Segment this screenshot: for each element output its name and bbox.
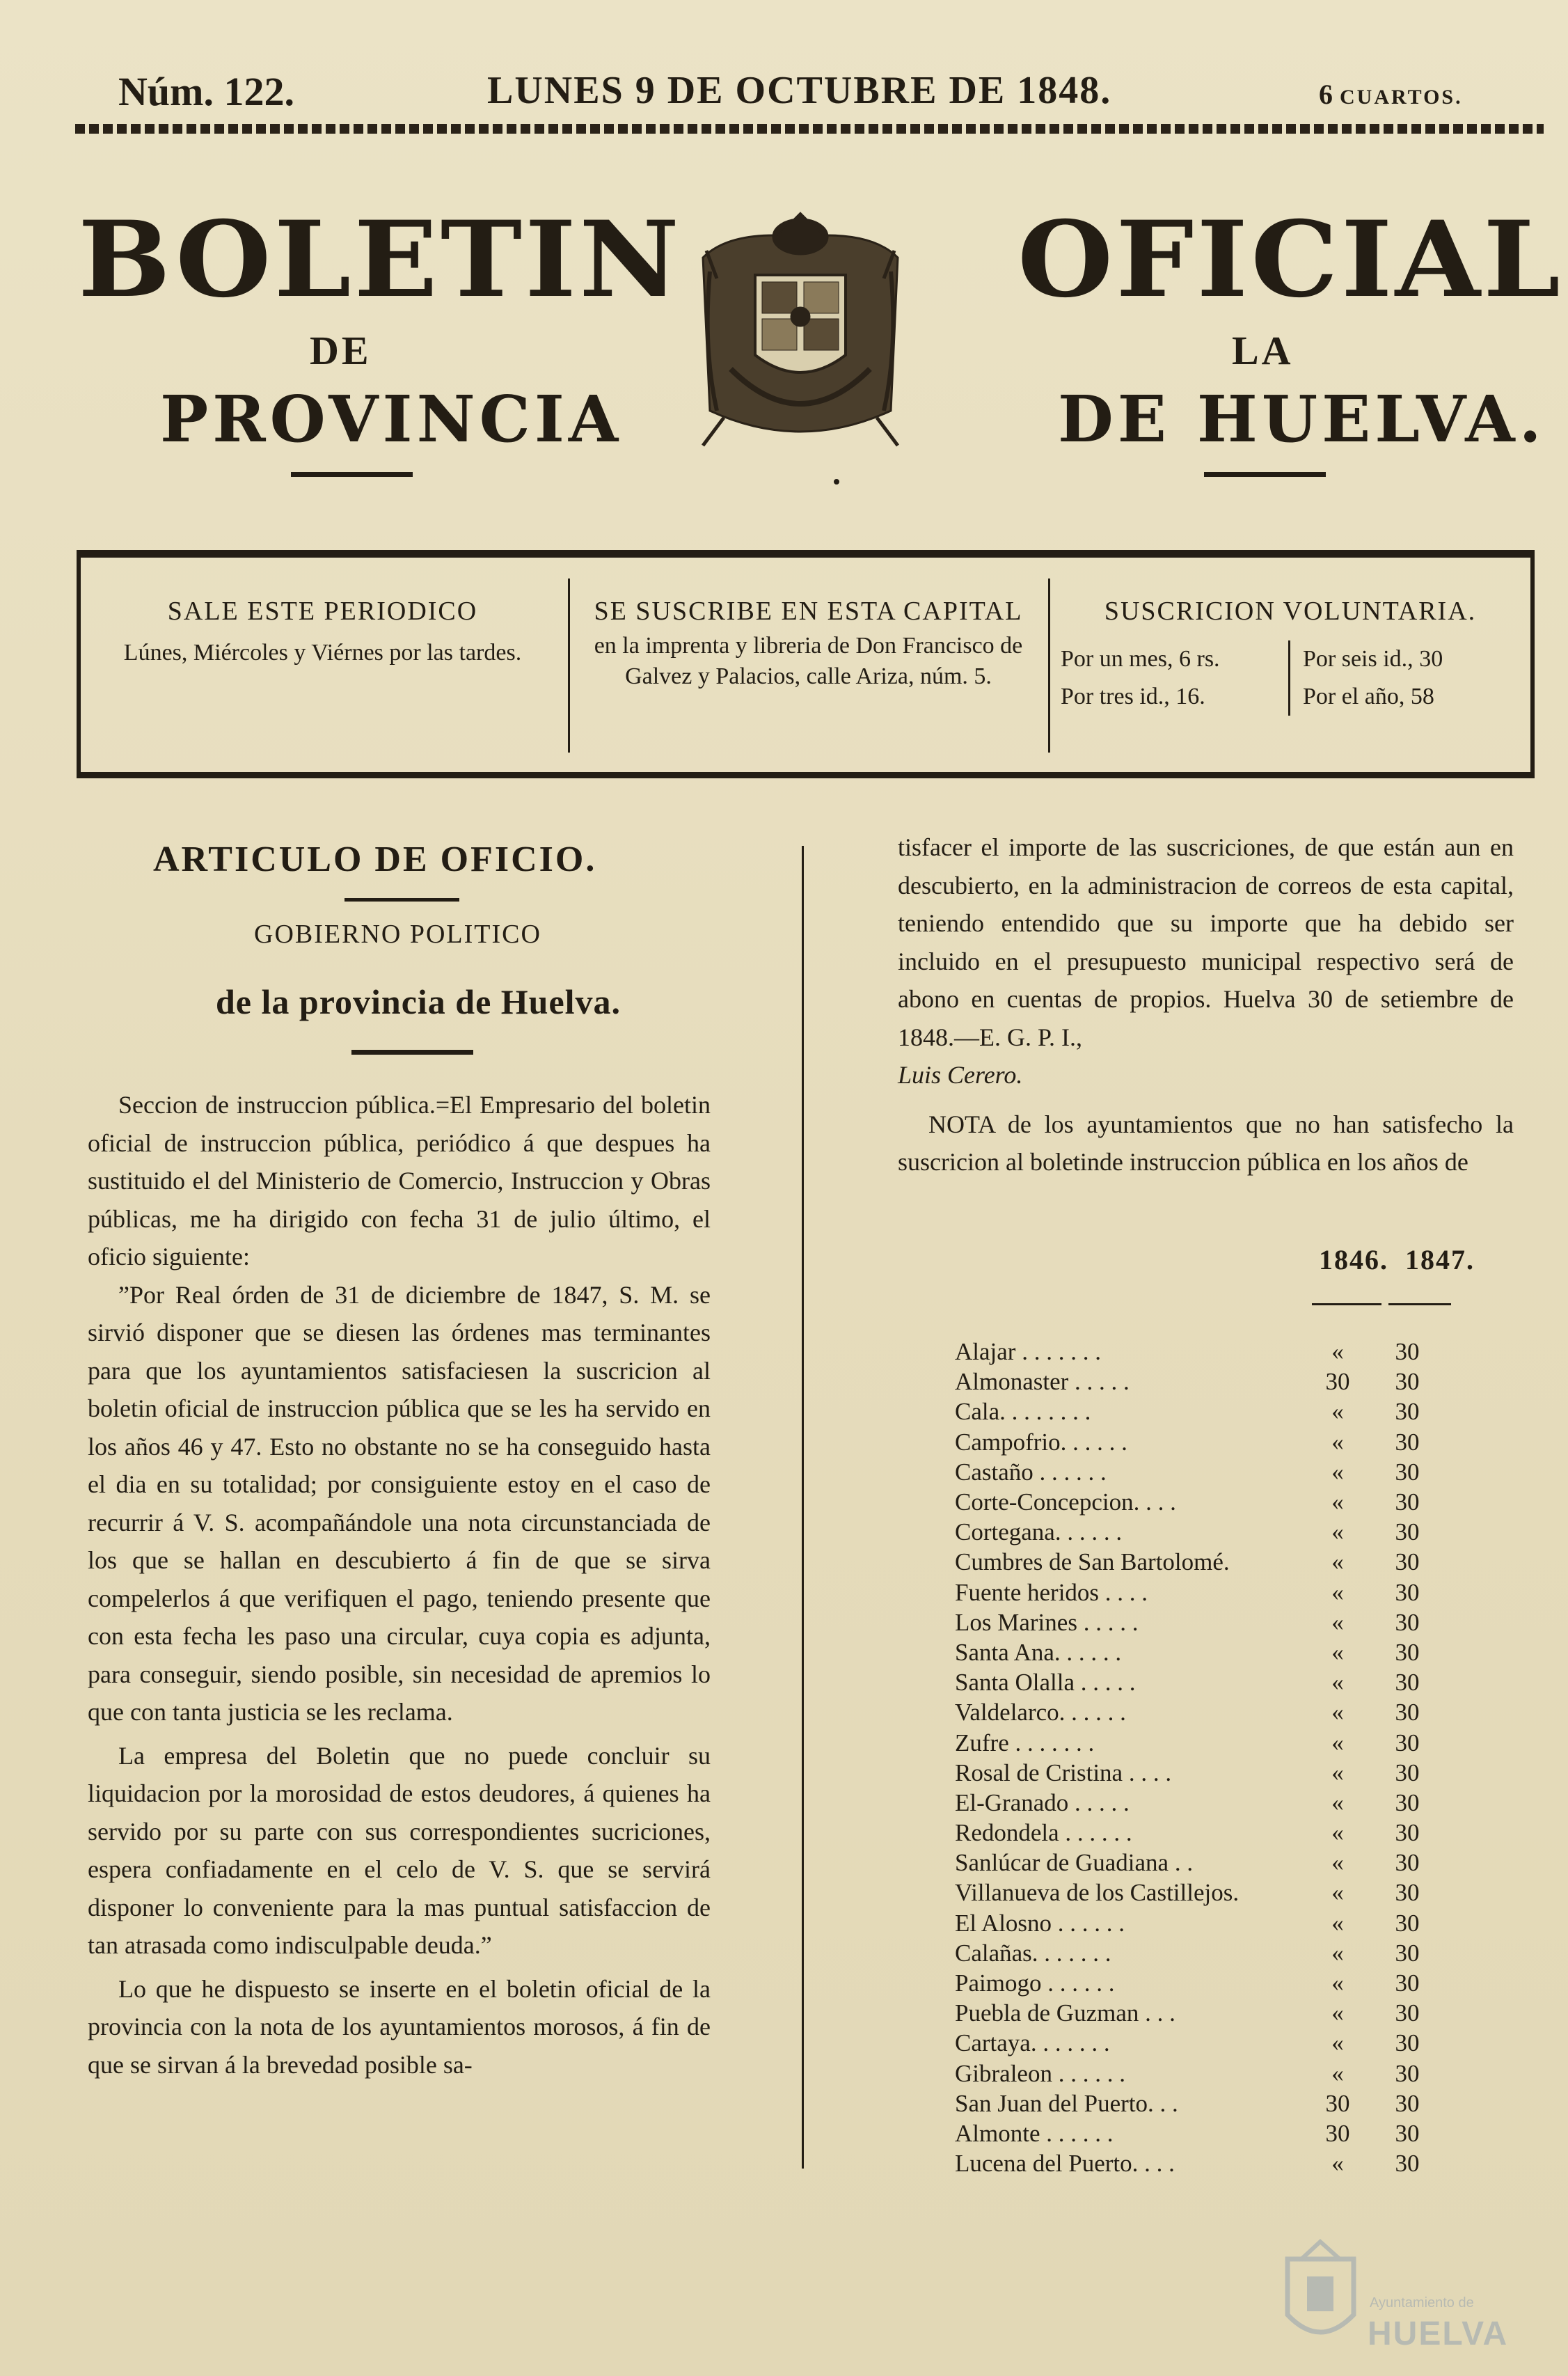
amount-1847: 30 [1395,1999,1420,2027]
rates-row [1050,678,1530,716]
amount-1846: « [1331,1939,1344,1967]
masthead-provincia: PROVINCIA [160,381,623,457]
rate-cell [1050,678,1290,716]
infobox-subscribe [570,558,1047,772]
amount-1846: « [1331,1488,1344,1516]
amount-1846: « [1331,1669,1344,1697]
town-name: Cumbres de San Bartolomé. [955,1548,1230,1576]
amount-1847: 30 [1395,1819,1420,1847]
amount-1846: « [1331,1759,1344,1786]
table-row [955,2148,1435,2178]
amount-1846: « [1331,1458,1344,1486]
infobox-rates [1050,558,1530,772]
amount-1846: « [1331,2029,1344,2057]
paragraph: Lo que he dispuesto se inserte en el boletin oficial de la provincia con la nota de los ayuntamientos morosos, á fin de que se sirvan á la brevedad posible sa- [88,1974,711,2079]
table-row [955,2059,1435,2088]
subscription-infobox [77,553,1535,776]
article-column-left [88,1086,711,2084]
year-1846: 1846. [1319,1244,1388,1275]
amount-1846: « [1331,1608,1344,1636]
masthead-de: DE [310,328,372,373]
masthead-left-rule [291,472,413,477]
shield-icon [1281,2238,1361,2350]
amount-1846: « [1331,1999,1344,2027]
heading-rule [345,898,459,902]
rate-label: Por tres id., [1061,684,1170,709]
table-row [955,1727,1435,1757]
amount-1847: 30 [1395,1368,1420,1396]
amount-1846: « [1331,1788,1344,1816]
town-name: Corte-Concepcion. . . . [955,1488,1176,1516]
archive-watermark [1281,2238,1510,2357]
amount-1846: « [1331,2059,1344,2087]
town-name: Campofrio. . . . . . [955,1428,1127,1456]
amount-1846: « [1331,1699,1344,1726]
watermark-title: HUELVA [1368,2315,1509,2352]
year-rule [1388,1303,1451,1305]
amount-1846: « [1331,1428,1344,1456]
table-row [955,1938,1435,1968]
column-separator [802,846,804,2169]
amount-1847: 30 [1395,1428,1420,1456]
table-row [955,1637,1435,1667]
amount-1847: 30 [1395,1909,1420,1937]
masthead-la: LA [1232,328,1294,373]
debtor-towns-table [955,1337,1435,2178]
town-name: Valdelarco. . . . . . [955,1699,1126,1726]
year-1847: 1847. [1405,1244,1475,1275]
amount-1847: 30 [1395,2059,1420,2087]
rates-row [1050,640,1530,678]
amount-1846: 30 [1325,2119,1350,2147]
amount-1847: 30 [1395,2150,1420,2178]
amount-1846: 30 [1325,1368,1350,1396]
town-name: Gibraleon . . . . . . [955,2059,1125,2087]
table-row [955,1998,1435,2028]
amount-1847: 30 [1395,1939,1420,1967]
rate-value: 58 [1410,684,1434,709]
article-subheading: GOBIERNO POLITICO [254,920,541,949]
article-column-right [898,828,1514,1181]
amount-1846: « [1331,1638,1344,1666]
town-name: Lucena del Puerto. . . . [955,2150,1175,2178]
town-name: Zufre . . . . . . . [955,1729,1095,1756]
paragraph: La empresa del Boletin que no puede concluir su liquidacion por la morosidad de estos deudores, á quienes ha servido por su parte con sus correspondientes sucriciones, espera confiadamente en el celo de V. S. que se servirá disponer lo conveniente para la mas puntual satisfaccion de tan atrasada como indisculpable deuda.” [88,1741,711,1959]
table-row [955,2088,1435,2118]
table-row [955,1908,1435,1938]
masthead-boletin: BOLETIN [78,198,683,321]
amount-1846: « [1331,1578,1344,1606]
town-name: Redondela . . . . . . [955,1819,1132,1847]
amount-1847: 30 [1395,2029,1420,2057]
amount-1847: 30 [1395,1338,1420,1366]
paragraph: Seccion de instruccion pública.=El Empresario del boletin oficial de instruccion pública, periódico á que despues ha sustituido el del Ministerio de Comercio, Instruccion y Obras públicas, me ha dirigido con fecha 31 de julio último, el oficio siguiente: [88,1091,711,1270]
town-name: Cala. . . . . . . . [955,1398,1091,1426]
amount-1847: 30 [1395,1548,1420,1576]
town-name: Puebla de Guzman . . . [955,1999,1175,2027]
issue-price [1319,78,1463,111]
rate-value: 30 [1419,646,1443,672]
table-row [955,1487,1435,1517]
nota-text: NOTA de los ayuntamientos que no han satisfecho la suscricion al boletinde instruccion pública en los años de [898,1110,1514,1176]
rate-value: 16. [1175,684,1205,709]
price-value: 6 [1319,79,1333,110]
amount-1846: « [1331,1338,1344,1366]
amount-1846: « [1331,1879,1344,1907]
table-row [955,1667,1435,1697]
town-name: El-Granado . . . . . [955,1788,1130,1816]
town-name: El Alosno . . . . . . [955,1909,1125,1937]
amount-1847: 30 [1395,1788,1420,1816]
infobox-bottom-rule [77,773,1535,778]
amount-1846: « [1331,1849,1344,1877]
coat-of-arms-icon [689,209,912,466]
rate-label: Por un mes, [1061,646,1173,672]
amount-1846: « [1331,1969,1344,1997]
rates-grid [1050,640,1530,716]
subscribe-title: SE SUSCRIBE EN ESTA CAPITAL [594,597,1023,626]
rate-cell [1290,678,1530,716]
amount-1846: « [1331,1398,1344,1426]
amount-1847: 30 [1395,1669,1420,1697]
signature: Luis Cerero. [898,1061,1023,1089]
rate-value: 6 rs. [1179,646,1220,672]
amount-1846: « [1331,1729,1344,1756]
amount-1847: 30 [1395,1759,1420,1786]
table-row [955,1697,1435,1727]
province-rule [351,1050,473,1055]
amount-1846: « [1331,1909,1344,1937]
table-row [955,1397,1435,1426]
table-row [955,1818,1435,1848]
article-heading: ARTICULO DE OFICIO. [153,840,597,879]
table-row [955,2028,1435,2058]
amount-1846: « [1331,1548,1344,1576]
town-name: Cartaya. . . . . . . [955,2029,1110,2057]
table-row [955,1457,1435,1487]
amount-1847: 30 [1395,1518,1420,1546]
amount-1847: 30 [1395,1699,1420,1726]
masthead-right-rule [1204,472,1326,477]
table-row [955,1578,1435,1607]
amount-1847: 30 [1395,1969,1420,1997]
amount-1847: 30 [1395,1729,1420,1756]
masthead-oficial: OFICIAL [1017,198,1564,321]
town-name: Alajar . . . . . . . [955,1338,1101,1366]
header-ornament-rule [75,124,1544,134]
rate-label: Por seis id., [1303,646,1413,672]
town-name: Rosal de Cristina . . . . [955,1759,1172,1786]
years-header [1319,1243,1475,1276]
watermark-subtitle: Ayuntamiento de [1370,2295,1474,2311]
price-unit: CUARTOS. [1340,86,1463,109]
masthead-de-huelva: DE HUELVA. [1058,381,1546,457]
subscribe-text: en la imprenta y libreria de Don Francisco de Galvez y Palacios, calle Ariza, núm. 5. [594,633,1023,689]
town-name: Castaño . . . . . . [955,1458,1107,1486]
table-row [955,1848,1435,1878]
amount-1846: « [1331,2150,1344,2178]
paragraph: ”Por Real órden de 31 de diciembre de 1847, S. M. se sirvió disponer que se diesen las órdenes mas terminantes para que los ayuntamientos satisfaciesen la suscricion al boletin oficial de instruccion pública que se les ha servido en los años 46 y 47. Esto no obstante no se ha conseguido hasta el dia en su totalidad; por consiguiente estoy en el caso de recurrir á V. S. acompañándole una nota circunstanciada de los que se hallan en descubierto á fin de que se sirva compelerlos á que verifiquen el pago, teniendo presente que con esta fecha les paso una circular, cuya copia es adjunta, para conseguir, siendo posible, sin necesidad de apremios lo que con tanta justicia se les reclama. [88,1280,711,1726]
paragraph: tisfacer el importe de las suscriciones, de que están aun en descubierto, en la administracion de correos de esta capital, teniendo entendido que su importe que ha debido ser incluido en el presupuesto municipal respectivo será de abono en cuentas de propios. Huelva 30 de setiembre de 1848.—E. G. P. I., [898,833,1514,1051]
town-name: Cortegana. . . . . . [955,1518,1123,1546]
issue-number: Núm. 122. [118,69,294,114]
town-name: Los Marines . . . . . [955,1608,1139,1636]
town-name: Fuente heridos . . . . [955,1578,1148,1606]
debtor-towns-body [955,1337,1435,2178]
town-name: Sanlúcar de Guadiana . . [955,1849,1194,1877]
article-province: de la provincia de Huelva. [216,982,621,1021]
masthead-dot [834,479,839,485]
schedule-text: Lúnes, Miércoles y Viérnes por las tardes. [123,640,522,666]
issue-date: LUNES 9 DE OCTUBRE DE 1848. [487,69,1112,112]
amount-1847: 30 [1395,1608,1420,1636]
rate-label: Por el año, [1303,684,1405,709]
table-row [955,1517,1435,1547]
town-name: Santa Ana. . . . . . [955,1638,1122,1666]
table-row [955,1607,1435,1637]
amount-1847: 30 [1395,1879,1420,1907]
table-row [955,1547,1435,1577]
table-row [955,1788,1435,1818]
amount-1847: 30 [1395,2119,1420,2147]
town-name: Almonte . . . . . . [955,2119,1114,2147]
amount-1847: 30 [1395,2089,1420,2117]
table-row [955,1878,1435,1907]
town-name: Villanueva de los Castillejos. [955,1879,1240,1907]
amount-1847: 30 [1395,1458,1420,1486]
rates-title: SUSCRICION VOLUNTARIA. [1104,597,1477,626]
table-row [955,1968,1435,1998]
amount-1846: 30 [1325,2089,1350,2117]
amount-1847: 30 [1395,1398,1420,1426]
year-rule [1312,1303,1381,1305]
schedule-title: SALE ESTE PERIODICO [167,597,478,626]
table-row [955,2118,1435,2148]
town-name: Almonaster . . . . . [955,1368,1130,1396]
town-name: San Juan del Puerto. . . [955,2089,1178,2117]
amount-1846: « [1331,1518,1344,1546]
amount-1847: 30 [1395,1638,1420,1666]
amount-1846: « [1331,1819,1344,1847]
table-row [955,1758,1435,1788]
town-name: Calañas. . . . . . . [955,1939,1111,1967]
town-name: Paimogo . . . . . . [955,1969,1115,1997]
rate-cell [1050,640,1290,678]
table-row [955,1427,1435,1457]
amount-1847: 30 [1395,1488,1420,1516]
amount-1847: 30 [1395,1578,1420,1606]
amount-1847: 30 [1395,1849,1420,1877]
table-row [955,1367,1435,1397]
rate-cell [1290,640,1530,678]
infobox-schedule [81,558,564,772]
town-name: Santa Olalla . . . . . [955,1669,1136,1697]
table-row [955,1337,1435,1367]
